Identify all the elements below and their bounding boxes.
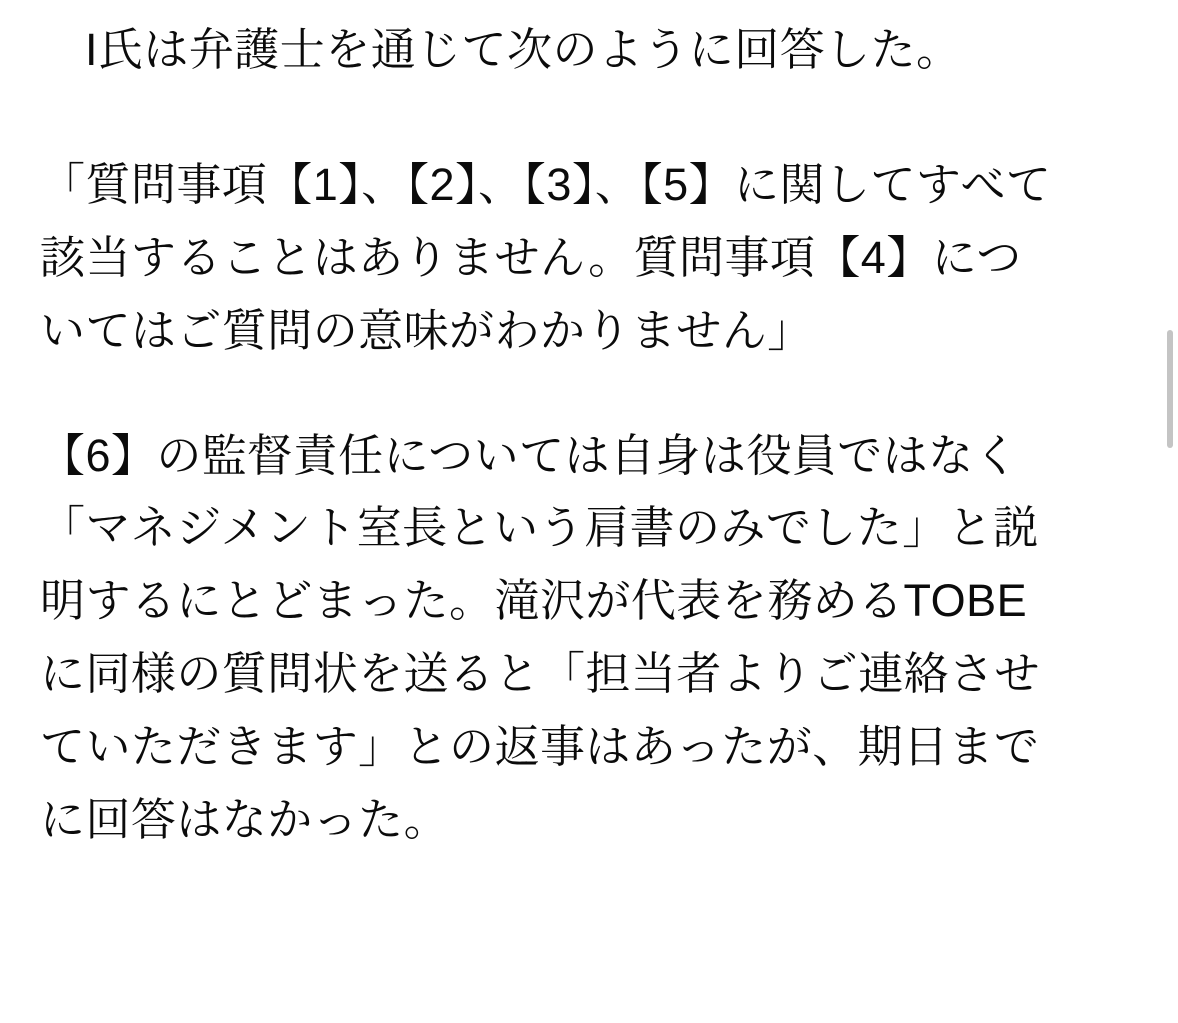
- paragraph-body: 【6】の監督責任については自身は役員ではなく「マネジメント室長という肩書のみでした」と説明するにとどまった。滝沢が代表を務めるTOBEに同様の質問状を送ると「担当者よりご連絡させていただきます」との返事はあったが、期日までに回答はなかった。: [40, 429, 1040, 846]
- vertical-scrollbar[interactable]: [1164, 0, 1178, 1023]
- scrollbar-thumb[interactable]: [1167, 330, 1173, 448]
- paragraph-quote: 「質問事項【1】、【2】、【3】、【5】に関してすべて該当することはありません。質問事項【4】についてはご質問の意味がわかりません」: [40, 158, 1052, 356]
- paragraph-lead: I氏は弁護士を通じて次のように回答した。: [85, 24, 962, 75]
